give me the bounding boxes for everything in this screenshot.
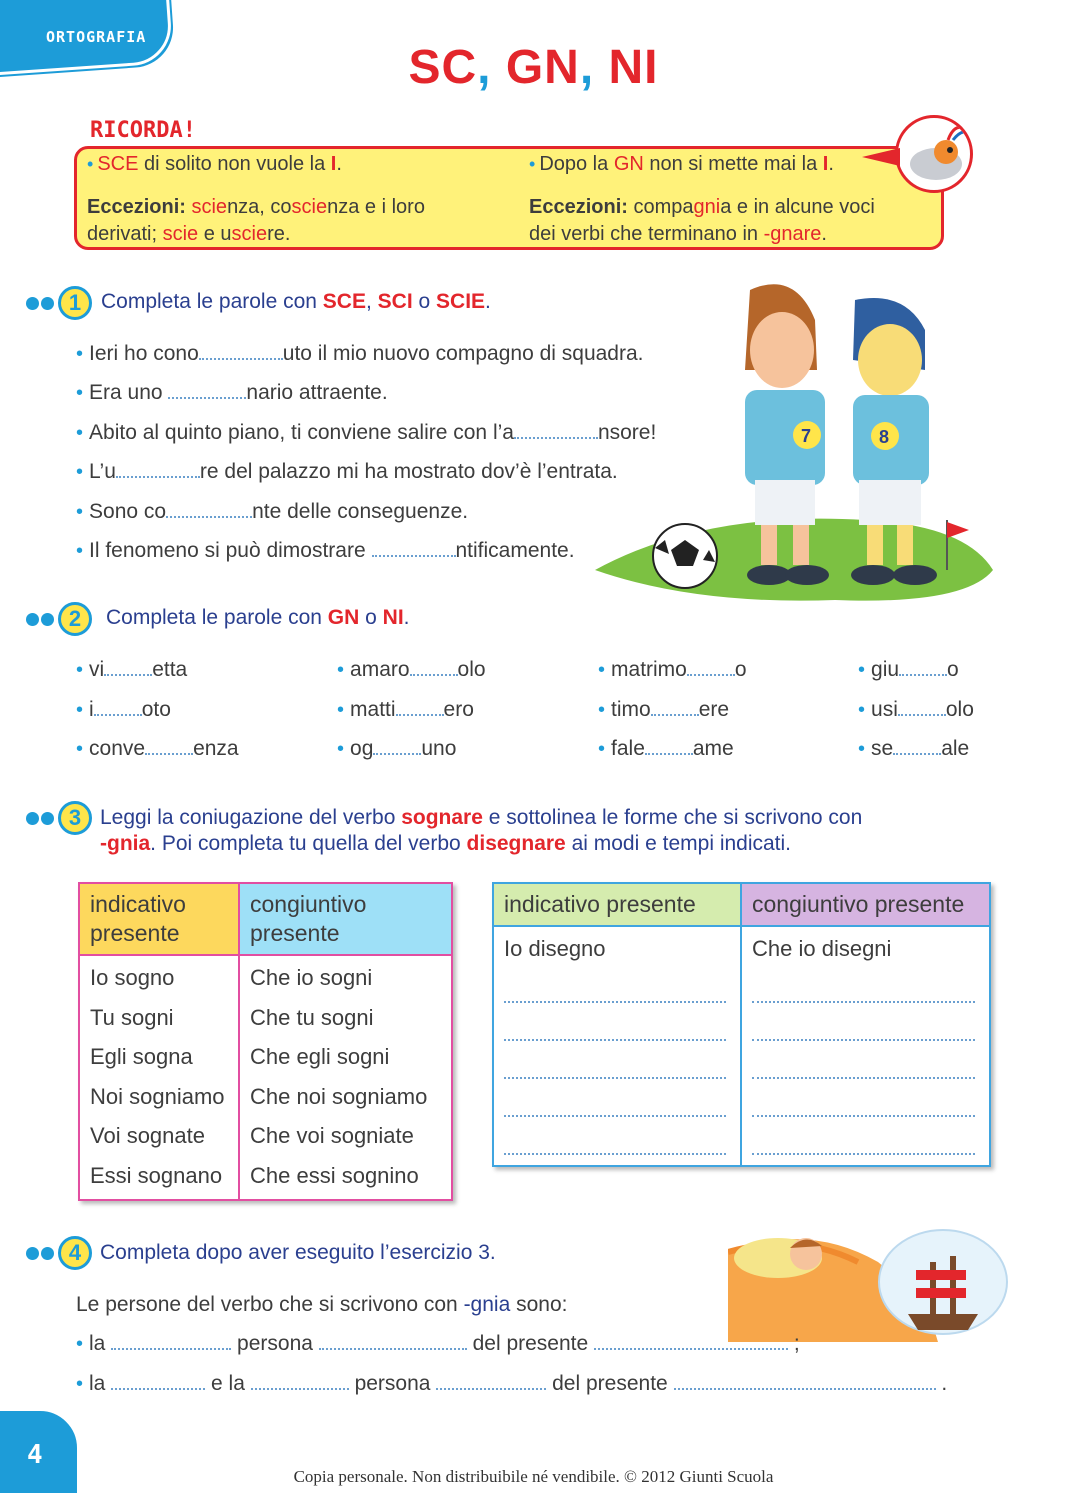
ex4-line-2: • la e la persona del presente . xyxy=(76,1372,948,1395)
table-header-congiuntivo: congiuntivo presente xyxy=(239,883,452,955)
ricorda-rule-right: • Dopo la GN non si mette mai la I. xyxy=(529,153,834,175)
answer-blank[interactable] xyxy=(752,1063,975,1079)
blank[interactable] xyxy=(199,342,283,360)
ricorda-exceptions-left: Eccezioni: scienza, coscienza e i loro derivati; scie e usciere. xyxy=(87,196,425,245)
table-cell: Che noi sogniamo xyxy=(250,1083,428,1109)
blank[interactable] xyxy=(436,1372,546,1390)
title-comma: , xyxy=(579,41,609,94)
soccer-players-illustration xyxy=(585,270,997,615)
exercise-1-title: Completa le parole con SCE, SCI o SCIE. xyxy=(101,290,491,313)
blank[interactable] xyxy=(319,1332,467,1350)
ex2-word: • giu o xyxy=(858,658,959,681)
title-gn: GN xyxy=(505,41,580,94)
table-cell: Che egli sogni xyxy=(250,1044,390,1069)
blank[interactable] xyxy=(893,737,941,755)
answer-blank[interactable] xyxy=(504,1025,726,1041)
ex1-sentence: • Il fenomeno si può dimostrare ntificamente. xyxy=(76,539,575,562)
indicativo-column xyxy=(493,926,741,1166)
exercise-4-title: Completa dopo aver eseguito l’esercizio 3. xyxy=(100,1241,496,1264)
answer-blank[interactable] xyxy=(504,1101,726,1117)
ex2-word: • se ale xyxy=(858,737,970,760)
blank[interactable] xyxy=(111,1372,205,1390)
table-cell: Noi sogniamo xyxy=(90,1083,225,1109)
table-cell: Egli sogna xyxy=(90,1044,193,1069)
copyright-footer: Copia personale. Non distribuibile né vendibile. © 2012 Giunti Scuola xyxy=(293,1467,774,1486)
blank[interactable] xyxy=(373,737,421,755)
svg-text:8: 8 xyxy=(879,427,890,447)
exercise-2-marker: 2 xyxy=(26,602,92,636)
ex2-word: • matti ero xyxy=(337,698,474,721)
answer-blank[interactable] xyxy=(752,1101,975,1117)
ex2-word: • amaro olo xyxy=(337,658,486,681)
exercise-4-marker: 4 xyxy=(26,1236,92,1270)
table-cell: Voi sognate xyxy=(90,1123,205,1148)
ex1-sentence: • Abito al quinto piano, ti conviene salire con l’a nsore! xyxy=(76,421,657,444)
ex2-word: • conve enza xyxy=(76,737,239,760)
ex2-word: • timo ere xyxy=(598,698,730,721)
answer-blank[interactable] xyxy=(752,1139,975,1155)
table-cell: Che tu sogni xyxy=(250,1004,374,1030)
answer-blank[interactable] xyxy=(752,987,975,1003)
ricorda-exceptions-right: Eccezioni: compagnia e in alcune voci dei verbi che terminano in -gnare. xyxy=(529,196,875,245)
blank[interactable] xyxy=(104,658,152,676)
table-header-indicativo: indicativo presente xyxy=(493,883,741,926)
exercise-3-marker: 3 xyxy=(26,801,92,835)
blank[interactable] xyxy=(166,500,252,518)
ex1-sentence: • L’u re del palazzo mi ha mostrato dov’è l’entrata. xyxy=(76,460,618,483)
blank[interactable] xyxy=(168,381,246,399)
svg-text:7: 7 xyxy=(801,426,812,446)
exercise-1-marker: 1 xyxy=(26,286,92,320)
table-cell: Che io sogni xyxy=(250,965,373,990)
ex4-line-1: • la persona del presente ; xyxy=(76,1332,800,1355)
blank[interactable] xyxy=(674,1372,936,1390)
section-tab-label: ORTOGRAFIA xyxy=(46,28,147,46)
ex2-word: • fale ame xyxy=(598,737,734,760)
page-title xyxy=(0,40,1067,95)
ex1-sentence: • Sono co nte delle conseguenze. xyxy=(76,500,469,523)
title-comma: , xyxy=(477,41,506,94)
indicativo-column xyxy=(79,955,239,1200)
blank[interactable] xyxy=(899,658,947,676)
ex2-word: • vi etta xyxy=(76,658,188,681)
table-cell: Che essi sognino xyxy=(250,1162,419,1188)
answer-blank[interactable] xyxy=(752,1025,975,1041)
ex2-word: • i oto xyxy=(76,698,171,721)
ex2-word: • og uno xyxy=(337,737,457,760)
answer-blank[interactable] xyxy=(504,987,726,1003)
blank[interactable] xyxy=(116,460,200,478)
ex2-word: • usi olo xyxy=(858,698,974,721)
sleeping-boy-illustration xyxy=(728,1222,1014,1342)
ex1-sentence: • Era uno nario attraente. xyxy=(76,381,388,404)
ricorda-box xyxy=(74,146,944,250)
table-cell: Io sogno xyxy=(90,965,175,990)
blank[interactable] xyxy=(594,1332,788,1350)
ricorda-rule-left: • SCE di solito non vuole la I. xyxy=(87,153,342,175)
blank[interactable] xyxy=(145,737,193,755)
ex4-intro: Le persone del verbo che si scrivono con -gnia sono: xyxy=(76,1293,568,1316)
page-number: 4 xyxy=(27,1440,43,1470)
blank[interactable] xyxy=(687,658,735,676)
mascot-illustration xyxy=(895,115,973,193)
table-cell: Essi sognano xyxy=(90,1162,223,1188)
table-cell: Io disegno xyxy=(504,936,606,961)
table-cell: Che io disegni xyxy=(752,936,892,961)
blank[interactable] xyxy=(898,698,946,716)
ricorda-label: RICORDA! xyxy=(90,118,196,143)
table-header-congiuntivo: congiuntivo presente xyxy=(741,883,990,926)
congiuntivo-column xyxy=(741,926,990,1166)
pencil-tip-icon xyxy=(862,148,902,166)
blank[interactable] xyxy=(651,698,699,716)
blank[interactable] xyxy=(251,1372,349,1390)
title-sc: SC xyxy=(408,41,478,94)
sognare-table xyxy=(78,882,453,1201)
title-ni: NI xyxy=(608,41,659,94)
blank[interactable] xyxy=(94,698,142,716)
exercise-2-title: Completa le parole con GN o NI. xyxy=(106,606,410,629)
blank[interactable] xyxy=(396,698,444,716)
exercise-3-title: Leggi la coniugazione del verbo sognare e sottolinea le forme che si scrivono con -gnia. Poi completa tu quella del verbo disegnare ai modi e tempi indicati. xyxy=(100,806,863,855)
ex1-sentence: • Ieri ho cono uto il mio nuovo compagno di squadra. xyxy=(76,342,644,365)
answer-blank[interactable] xyxy=(504,1139,726,1155)
blank[interactable] xyxy=(111,1332,231,1350)
blank[interactable] xyxy=(645,737,693,755)
blank[interactable] xyxy=(372,539,456,557)
blank[interactable] xyxy=(410,658,458,676)
table-header-indicativo: indicativo presente xyxy=(79,883,239,955)
disegnare-table xyxy=(492,882,991,1167)
table-cell: Tu sogni xyxy=(90,1004,174,1030)
congiuntivo-column xyxy=(239,955,452,1200)
ex2-word: • matrimo o xyxy=(598,658,747,681)
table-cell: Che voi sogniate xyxy=(250,1123,414,1148)
answer-blank[interactable] xyxy=(504,1063,726,1079)
